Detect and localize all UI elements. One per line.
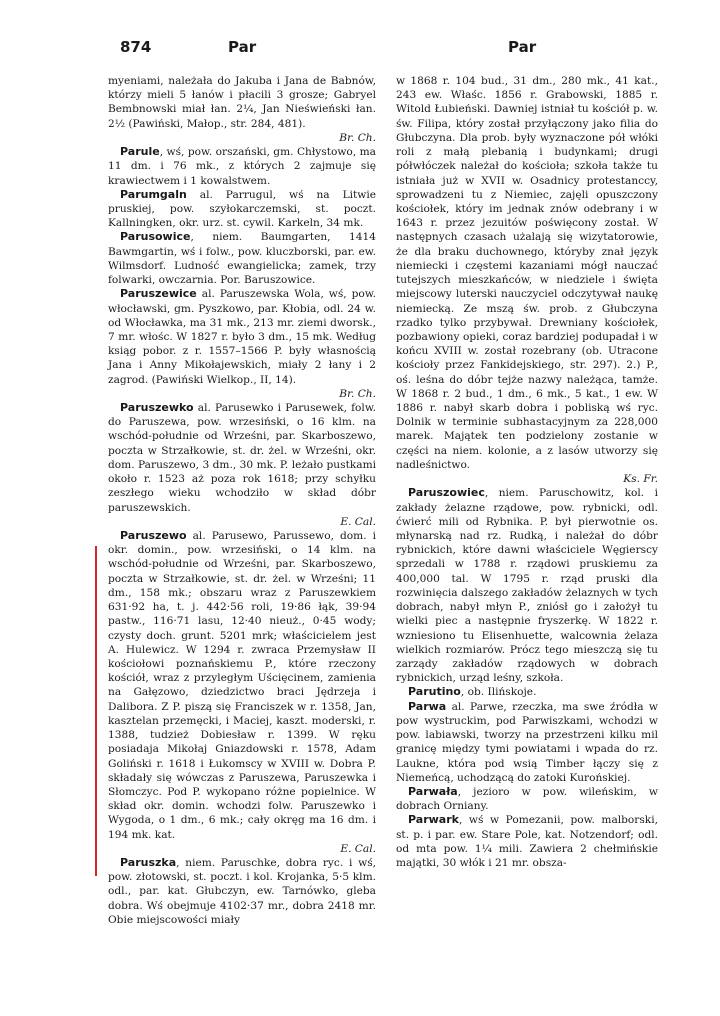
entry-signature: Ks. Fr. [623, 473, 658, 486]
left-column [108, 74, 376, 927]
page-number: 874 [120, 38, 152, 56]
entry-signature: E. Cal. [340, 515, 376, 528]
entry-continuation: w 1868 r. 104 bud., 31 dm., 280 mk., 41 kat., 243 ew. Właśc. 1856 r. Grabowski, 1885 r. Witold Łubieński. Dawniej istniał tu kościół p. w. św. Filipa, który został przyłączony jako filia do Głubczyna. Dla prob. były wyznaczone pół włóki roli z małą plebanią i budynkami; drugi półwłóczek należał do kościoła; szkoła także tu istniała już w XVII w. Osadnicy protestanccy, sprowadzeni tu z Niemiec, zajęli opuszczony kościołek, który im jednak znów odebrany i w 1643 r. przez jezuitów poświęcony został. W następnych czasach użalają się wizytatorowie, że dla braku duchownego, któryby znał język niemiecki i częstemi kazaniami mógł nauczać tutejszych mieszkańców, w niedziele i święta miejscowy luterski nauczyciel odczytywał naukę niemiecką. Ze mszą św. prob. z Głubczyna rzadko tylko przybywał. Drewniany kościołek, pozbawiony opieki, coraz bardziej podupadał i w końcu XVIII w. został rozebrany (ob. Utracone kościoły przez Fankidejskiego, str. 297). 2.) P., oś. leśna do dóbr tejże nazwy należąca, tamże. W 1868 r. 2 bud., 1 dm., 6 mk., 5 kat., 1 ew. W 1886 r. nabył skarb dobra i pobliską wś ryc. Dolnik w terminie subhastacyjnym za 228,000 marek. Majątek ten podzielony zostanie w części na niem. kolonie, a z lasów utworzy się nadleśnictwo. Ks. Fr. [396, 75, 658, 486]
entry-continuation: myeniami, należała do Jakuba i Jana de Babnów, którzy mieli 5 łanów i płacili 3 grosze; Gabryel Bembnowski miał łan. 2¼, Jan Nieświeński łan. 2½ (Pawiński, Małop., str. 284, 481). Br. Ch. [108, 75, 376, 144]
right-running-head: Par [508, 38, 537, 56]
entry-headword: Parule [120, 145, 160, 159]
entry-headword: Paruszowiec [408, 486, 485, 500]
entry-headword: Parwała [408, 784, 458, 798]
page-header [0, 38, 720, 62]
entry-paruszowiec: Paruszowiec, niem. Paruschowitz, kol. i zakłady żelazne rządowe, pow. rybnicki, odl. ćwierć mili od Rybnika. P. był pierwotnie os. młynarską nad rz. Rudką, i należał do dóbr rybnickich, które dawni właściciele Węgierscy sprzedali w 1788 r. rządowi pruskiemu za 400,000 tal. W 1795 r. rząd pruski dla rozwinięcia dalszego zakładów żelaznych w tych dobrach, nabył młyn P., zniósł go i założył tu wielki piec a następnie fryszerkę. W 1822 r. wzniesiono tu Elisenhuette, walcownia żelaza wielkich rozmiarów. Prócz tego mieszczą się tu zarządy zakładów rządowych w dobrach rybnickich, urząd leśny, szkoła. [396, 486, 658, 685]
entry-parwa: Parwa al. Parwe, rzeczka, ma swe źródła w pow wystruckim, pod Parwiszkami, wchodzi w pow. labiawski, tworzy na przestrzeni kilku mil granicę między tymi powiatami i wpada do rz. Laukne, która pod wsią Timber łączy się z Niemeńcą, uchodzącą do zatoki Kurońskiej. [396, 699, 658, 784]
right-column [396, 74, 658, 870]
entry-paruszewko: Paruszewko al. Parusewko i Parusewek, folw. do Paruszewa, pow. wrzesiński, o 16 klm. na wschód-południe od Wrześni, par. Skarboszewo, poczta w Strzałkowie, st. dr. żel. w Wrześni, okr. dom. Paruszewo, 3 dm., 30 mk. P. leżało pustkami około r. 1523 aż poza rok 1618; przy schyłku zeszłego wieku wchodziło w skład dóbr paruszewskich. E. Cal. [108, 401, 376, 528]
entry-headword: Parwa [408, 699, 447, 713]
entry-signature: Br. Ch. [339, 387, 376, 400]
entry-headword: Paruszewice [120, 287, 197, 301]
entry-parumgaln: Parumgaln al. Parrugul, wś na Litwie pruskiej, pow. szyłokarczemski, st. poczt. Kallningken, okr. urz. st. cywil. Karkeln, 34 mk. [108, 187, 376, 230]
entry-signature: Br. Ch. [339, 131, 376, 144]
entry-headword: Parwark [408, 813, 459, 827]
entry-headword: Paruszka [120, 856, 177, 870]
entry-paruszka: Paruszka, niem. Paruschke, dobra ryc. i wś, pow. złotowski, st. poczt. i kol. Krojanka, 5·5 klm. odl., par. kat. Głubczyn, ew. Tarnówko, gleba dobra. Wś obejmuje 4102·37 mr., dobra 2418 mr. Obie miejscowości miały [108, 856, 376, 926]
entry-paruszewice: Paruszewice al. Paruszewska Wola, wś, pow. włocławski, gm. Pyszkowo, par. Kłobia, odl. 24 w. od Włocławka, ma 31 mk., 213 mr. ziemi dworsk., 7 mr. włośc. W 1827 r. było 3 dm., 15 mk. Według ksiąg pobor. z r. 1557–1566 P. były własnością Jana i Anny Mikołajewskich, miały 2 łany i 2 zagrod. (Pawiński Wielkop., II, 14). Br. Ch. [108, 287, 376, 400]
entry-parutino: Parutino, ob. Ilińskoje. [408, 685, 537, 699]
left-running-head: Par [228, 38, 257, 56]
entry-parwark: Parwark, wś w Pomezanii, pow. malborski, st. p. i par. ew. Stare Pole, kat. Notzendorf; odl. od mta pow. 1¼ mili. Zawiera 2 chełmińskie majątki, 30 włók i 21 mr. obsza- [396, 813, 658, 870]
entry-parule: Parule, wś, pow. orszański, gm. Chłystowo, ma 11 dm. i 76 mk., z których 2 zajmuje się krawiectwem i 1 kowalstwem. [108, 145, 376, 187]
entry-headword: Paruszewo [120, 529, 187, 542]
entry-parwala: Parwała, jezioro w pow. wileńskim, w dobrach Orniany. [396, 784, 658, 813]
entry-headword: Paruszewko [120, 401, 194, 415]
entry-headword: Parutino [408, 685, 461, 699]
entry-signature: E. Cal. [340, 842, 376, 855]
entry-parusowice: Parusowice, niem. Baumgarten, 1414 Bawmgartin, wś i folw., pow. kluczborski, par. ew. Wilmsdorf. Ludność ewangielicka; zamek, trzy folwarki, owczarnia. Por. Baruszowice. [108, 230, 376, 287]
entry-paruszewo: Paruszewo al. Parusewo, Parussewo, dom. i okr. domin., pow. wrzesiński, o 14 klm. na wschód-południe od Wrześni, par. Skarboszewo, poczta w Strzałkowie, st. dr. żel. w Wrześni; 11 dm., 158 mk.; obszaru wraz z Paruszewkiem 631·92 ha, t. j. 442·56 roli, 19·86 łąk, 39·94 pastw., 116·71 lasu, 12·40 nieuż., 0·45 wody; czysty doch. grunt. 5201 mrk; właścicielem jest A. Hulewicz. W 1294 r. zwraca Przemysław II kościołowi poznańskiemu P., które rzeczony kościół, wraz z przyległym Uścięcinem, zamienia na Gałęzowo, dziedzictwo braci Jędrzeja i Dalibora. Z P. piszą się Franciszek w r. 1358, Jan, kasztelan przemęcki, i Maciej, kaszt. moderski, r. 1388, tudzież Dobiesław r. 1399. W ręku posiadaja Mikołaj Gniazdowski r. 1578, Adam Goliński r. 1618 i Łukomscy w XVIII w. Dobra P. składały się wówczas z Paruszewa, Paruszewka i Słomczyc. Pod P. wykopano różne popielnice. W skład okr. domin. wchodzi folw. Paruszewko i Wygoda, o 1 dm., 6 mk.; cały okręg ma 16 dm. i 194 mk. kat. E. Cal. [108, 529, 376, 855]
margin-red-line [95, 546, 97, 876]
entry-headword: Parumgaln [120, 187, 187, 201]
entry-headword: Parusowice [120, 230, 191, 244]
